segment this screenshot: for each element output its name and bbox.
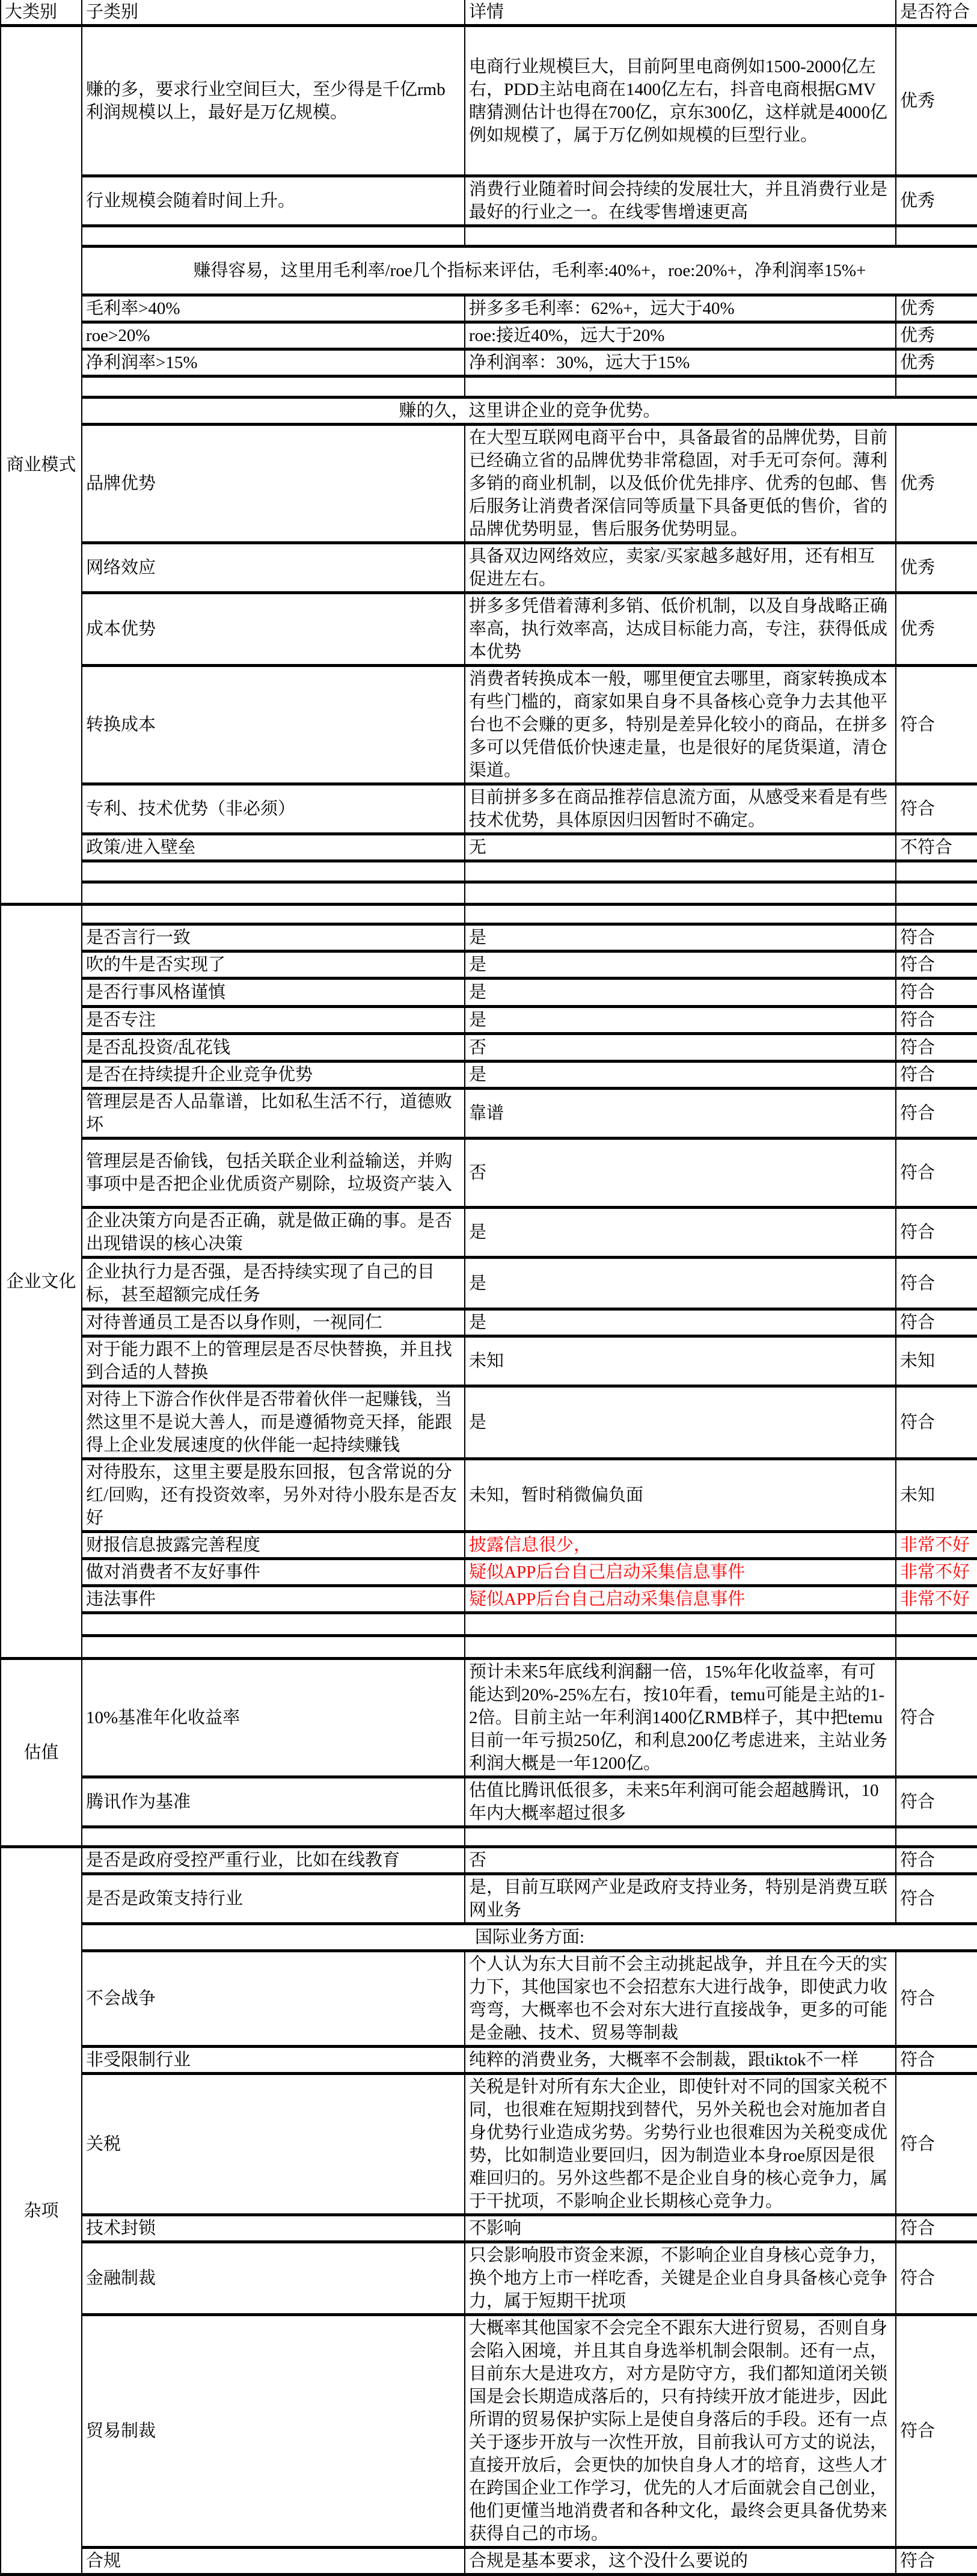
detail-cell [465,226,896,247]
subcategory-cell: 是否言行一致 [82,924,465,951]
detail-cell: 大概率其他国家不会完全不跟东大进行贸易，否则自身会陷入困境，并且其自身选举机制会限制。还有一点，目前东大是进攻方，对方是防守方，我们都知道闭关锁国是会长期造成落后的，只有持续开放才能进步，因此所谓的贸易保护实际上是使自身落后的手段。还有一点关于逐步开放与一次性开放，目前我认可方丈的说法，直接开放后，会更快的加快自身人才的培育，这些人才在跨国企业工作学习，优先的人才后面就会自己创业，他们更懂当地消费者和各种文化，最终会更具备优势来获得自己的市场。 [465,2315,896,2548]
status-cell: 符合 [896,1089,977,1139]
table-row [1,784,977,834]
subcategory-cell: 腾讯作为基准 [82,1777,465,1827]
detail-cell: 电商行业规模巨大，目前阿里电商例如1500-2000亿左右，PDD主站电商在1400亿左右，抖音电商根据GMV瞎猜测估计也得在700亿，京东300亿，这样就是4000亿例如规模了，属于万亿例如规模的巨型行业。 [465,26,896,176]
status-cell: 优秀 [896,295,977,322]
table-row [1,979,977,1007]
subcategory-cell: 是否乱投资/乱花钱 [82,1034,465,1062]
table-row [1,1613,977,1636]
table-row [1,2215,977,2242]
table-row [1,1386,977,1459]
detail-cell: 不影响 [465,2215,896,2242]
subcategory-cell: 是否是政府受控严重行业，比如在线教育 [82,1847,465,1874]
subcategory-cell: 净利润率>15% [82,349,465,377]
subcategory-cell: 行业规模会随着时间上升。 [82,176,465,226]
subcategory-cell [82,905,465,924]
subcategory-cell: 做对消费者不友好事件 [82,1559,465,1586]
detail-cell [465,1613,896,1636]
detail-cell: 是 [465,979,896,1007]
table-row [1,247,977,295]
col-header-details: 详情 [465,0,896,26]
detail-cell: 是 [465,951,896,979]
subcategory-cell: 是否专注 [82,1007,465,1034]
detail-cell: 疑似APP后台自己启动采集信息事件 [465,1559,896,1586]
subcategory-cell [82,1613,465,1636]
table-row [1,2047,977,2074]
status-cell: 符合 [896,1139,977,1208]
table-row [1,295,977,322]
status-cell: 符合 [896,924,977,951]
detail-cell [465,377,896,398]
detail-cell: 是 [465,1386,896,1459]
detail-cell: 消费者转换成本一般，哪里便宜去哪里，商家转换成本有些门槛的，商家如果自身不具备核心竞争力去其他平台也不会赚的更多，特别是差异化较小的商品，在拼多多可以凭借低价快速走量，也是很好的尾货渠道，清仓渠道。 [465,666,896,784]
detail-cell: 目前拼多多在商品推荐信息流方面，从感受来看是有些技术优势，具体原因归因暂时不确定。 [465,784,896,834]
category-cell: 估值 [1,1659,82,1847]
col-header-category: 大类别 [1,0,82,26]
detail-cell: 未知，暂时稍微偏负面 [465,1459,896,1532]
detail-cell: 合规是基本要求，这个没什么要说的 [465,2548,896,2575]
detail-cell [465,905,896,924]
table-row [1,543,977,593]
detail-cell [465,1827,896,1847]
table-row [1,349,977,377]
subcategory-cell: 是否是政策支持行业 [82,1874,465,1924]
table-row [1,2074,977,2215]
detail-cell: 估值比腾讯低很多，未来5年利润可能会超越腾讯，10年内大概率超过很多 [465,1777,896,1827]
table-row [1,1951,977,2047]
detail-cell: roe:接近40%，远大于20% [465,322,896,349]
detail-cell: 否 [465,1034,896,1062]
status-cell: 优秀 [896,543,977,593]
table-row [1,1827,977,1847]
status-cell: 符合 [896,1951,977,2047]
subcategory-cell [82,1827,465,1847]
status-cell: 符合 [896,2242,977,2315]
subcategory-cell: 金融制裁 [82,2242,465,2315]
table-row [1,1208,977,1258]
table-row [1,398,977,425]
status-cell: 不符合 [896,834,977,861]
status-cell: 优秀 [896,176,977,226]
subcategory-cell [82,882,465,905]
subcategory-cell: 对待普通员工是否以身作则，一视同仁 [82,1309,465,1336]
table-row [1,593,977,666]
subcategory-cell [82,861,465,882]
status-cell: 未知 [896,1459,977,1532]
table-body [1,26,977,2575]
subcategory-cell: 企业决策方向是否正确，就是做正确的事。是否出现错误的核心决策 [82,1208,465,1258]
subcategory-cell: 对待股东，这里主要是股东回报，包含常说的分红/回购，还有投资效率，另外对待小股东是否友好 [82,1459,465,1532]
category-cell: 企业文化 [1,905,82,1659]
subcategory-cell: 品牌优势 [82,425,465,543]
col-header-status: 是否符合 [896,0,977,26]
detail-cell: 是 [465,1062,896,1089]
subcategory-cell: 吹的牛是否实现了 [82,951,465,979]
detail-cell: 披露信息很少， [465,1532,896,1559]
status-cell: 优秀 [896,322,977,349]
subcategory-cell: 财报信息披露完善程度 [82,1532,465,1559]
status-cell [896,882,977,905]
status-cell: 符合 [896,1258,977,1309]
subcategory-cell: 非受限制行业 [82,2047,465,2074]
table-row [1,2548,977,2575]
table-row [1,834,977,861]
table-row [1,1559,977,1586]
status-cell [896,226,977,247]
table-row [1,2315,977,2548]
status-cell: 符合 [896,951,977,979]
subcategory-cell [82,1636,465,1659]
table-row [1,1586,977,1613]
detail-cell: 是 [465,1309,896,1336]
subcategory-cell: 10%基准年化收益率 [82,1659,465,1777]
status-cell [896,905,977,924]
detail-cell: 纯粹的消费业务，大概率不会制裁，跟tiktok不一样 [465,2047,896,2074]
subcategory-cell: 企业执行力是否强，是否持续实现了自己的目标，甚至超额完成任务 [82,1258,465,1309]
table-row [1,924,977,951]
detail-cell: 在大型互联网电商平台中，具备最省的品牌优势，目前已经确立省的品牌优势非常稳固，对手无可奈何。薄利多销的商业机制，以及低价优先排序、优秀的包邮、售后服务让消费者深信同等质量下具备更低的售价，省的品牌优势明显，售后服务优势明显。 [465,425,896,543]
status-cell: 符合 [896,1062,977,1089]
detail-cell: 是，目前互联网产业是政府支持业务，特别是消费互联网业务 [465,1874,896,1924]
table-row [1,1924,977,1951]
table-row [1,1258,977,1309]
detail-cell: 是 [465,1007,896,1034]
subcategory-cell: 管理层是否人品靠谱，比如私生活不行，道德败坏 [82,1089,465,1139]
table-row [1,322,977,349]
table-row [1,1777,977,1827]
status-cell: 符合 [896,2215,977,2242]
section-note-cell: 国际业务方面: [82,1924,977,1951]
table-row [1,1459,977,1532]
table-row [1,1874,977,1924]
detail-cell: 拼多多毛利率：62%+，远大于40% [465,295,896,322]
subcategory-cell: 专利、技术优势（非必须） [82,784,465,834]
subcategory-cell: 违法事件 [82,1586,465,1613]
status-cell [896,1613,977,1636]
detail-cell: 消费行业随着时间会持续的发展壮大，并且消费行业是最好的行业之一。在线零售增速更高 [465,176,896,226]
table-row [1,2242,977,2315]
subcategory-cell: 对于能力跟不上的管理层是否尽快替换，并且找到合适的人替换 [82,1336,465,1386]
section-note-cell: 赚的久，这里讲企业的竞争优势。 [82,398,977,425]
detail-cell: 是 [465,1258,896,1309]
detail-cell: 否 [465,1847,896,1874]
subcategory-cell: 不会战争 [82,1951,465,2047]
table-row [1,905,977,924]
table-row [1,226,977,247]
detail-cell: 是 [465,924,896,951]
detail-cell: 是 [465,1208,896,1258]
detail-cell: 关税是针对所有东大企业，即使针对不同的国家关税不同，也很难在短期找到替代，另外关税也会对施加者自身优势行业造成劣势。劣势行业也很难因为关税变成优势，比如制造业要回归，因为制造业本身roe原因是很难回归的。另外这些都不是企业自身的核心竞争力，属于干扰项，不影响企业长期核心竞争力。 [465,2074,896,2215]
table-row [1,1007,977,1034]
subcategory-cell: 是否在持续提升企业竞争优势 [82,1062,465,1089]
detail-cell: 无 [465,834,896,861]
status-cell: 符合 [896,666,977,784]
status-cell: 符合 [896,1777,977,1827]
detail-cell [465,882,896,905]
table-row [1,1139,977,1208]
table-row [1,666,977,784]
status-cell: 优秀 [896,593,977,666]
table-row [1,1847,977,1874]
detail-cell [465,1636,896,1659]
status-cell: 符合 [896,979,977,1007]
table-row [1,1309,977,1336]
table-row [1,882,977,905]
subcategory-cell: 政策/进入壁垒 [82,834,465,861]
detail-cell: 疑似APP后台自己启动采集信息事件 [465,1586,896,1613]
subcategory-cell: 毛利率>40% [82,295,465,322]
status-cell: 符合 [896,1874,977,1924]
table-row [1,176,977,226]
status-cell: 符合 [896,2548,977,2575]
status-cell: 符合 [896,1208,977,1258]
subcategory-cell: 管理层是否偷钱，包括关联企业利益输送，并购事项中是否把企业优质资产剔除，垃圾资产装入 [82,1139,465,1208]
status-cell: 符合 [896,784,977,834]
status-cell: 未知 [896,1336,977,1386]
table-row [1,1659,977,1777]
subcategory-cell: 贸易制裁 [82,2315,465,2548]
status-cell: 符合 [896,1386,977,1459]
status-cell: 优秀 [896,349,977,377]
status-cell: 符合 [896,2315,977,2548]
subcategory-cell: 技术封锁 [82,2215,465,2242]
subcategory-cell: 合规 [82,2548,465,2575]
subcategory-cell: roe>20% [82,322,465,349]
header-row [1,0,977,26]
subcategory-cell: 成本优势 [82,593,465,666]
status-cell: 符合 [896,1659,977,1777]
status-cell: 优秀 [896,26,977,176]
detail-cell: 只会影响股市资金来源，不影响企业自身核心竞争力，换个地方上市一样吃香，关键是企业自身具备核心竞争力，属于短期干扰项 [465,2242,896,2315]
status-cell [896,861,977,882]
status-cell [896,1636,977,1659]
status-cell [896,377,977,398]
subcategory-cell: 关税 [82,2074,465,2215]
subcategory-cell [82,377,465,398]
status-cell [896,1827,977,1847]
status-cell: 非常不好 [896,1559,977,1586]
category-cell: 商业模式 [1,26,82,905]
category-cell: 杂项 [1,1847,82,2575]
detail-cell: 预计未来5年底线利润翻一倍，15%年化收益率，有可能达到20%-25%左右，按10年看，temu可能是主站的1-2倍。目前主站一年利润1400亿RMB样子，其中把temu目前一年亏损250亿，和利息200亿考虑进来，主站业务利润大概是一年1200亿。 [465,1659,896,1777]
detail-cell [465,861,896,882]
table-row [1,1336,977,1386]
table-row [1,1636,977,1659]
subcategory-cell: 网络效应 [82,543,465,593]
detail-cell: 未知 [465,1336,896,1386]
table-row [1,1062,977,1089]
table-header [1,0,977,26]
detail-cell: 具备双边网络效应，卖家/买家越多越好用，还有相互促进左右。 [465,543,896,593]
col-header-subcategory: 子类别 [82,0,465,26]
section-note-cell: 赚得容易，这里用毛利率/roe几个指标来评估，毛利率:40%+，roe:20%+，净利润率15%+ [82,247,977,295]
detail-cell: 净利润率：30%，远大于15% [465,349,896,377]
status-cell: 符合 [896,1007,977,1034]
detail-cell: 否 [465,1139,896,1208]
status-cell: 符合 [896,1034,977,1062]
table-row [1,377,977,398]
status-cell: 非常不好 [896,1532,977,1559]
table-row [1,425,977,543]
detail-cell: 个人认为东大目前不会主动挑起战争，并且在今天的实力下，其他国家也不会招惹东大进行战争，即使武力收弯弯，大概率也不会对东大进行直接战争，更多的可能是金融、技术、贸易等制裁 [465,1951,896,2047]
detail-cell: 靠谱 [465,1089,896,1139]
subcategory-cell [82,226,465,247]
subcategory-cell: 对待上下游合作伙伴是否带着伙伴一起赚钱，当然这里不是说大善人，而是遵循物竞天择，能跟得上企业发展速度的伙伴能一起持续赚钱 [82,1386,465,1459]
table-row [1,1089,977,1139]
status-cell: 符合 [896,1309,977,1336]
status-cell: 非常不好 [896,1586,977,1613]
subcategory-cell: 是否行事风格谨慎 [82,979,465,1007]
status-cell: 优秀 [896,425,977,543]
status-cell: 符合 [896,2074,977,2215]
subcategory-cell: 转换成本 [82,666,465,784]
table-row [1,1532,977,1559]
subcategory-cell: 赚的多，要求行业空间巨大，至少得是千亿rmb利润规模以上，最好是万亿规模。 [82,26,465,176]
status-cell: 符合 [896,1847,977,1874]
table-row [1,1034,977,1062]
table-row [1,861,977,882]
status-cell: 符合 [896,2047,977,2074]
detail-cell: 拼多多凭借着薄利多销、低价机制，以及自身战略正确率高，执行效率高，达成目标能力高，专注，获得低成本优势 [465,593,896,666]
table-row [1,951,977,979]
table-row [1,26,977,176]
